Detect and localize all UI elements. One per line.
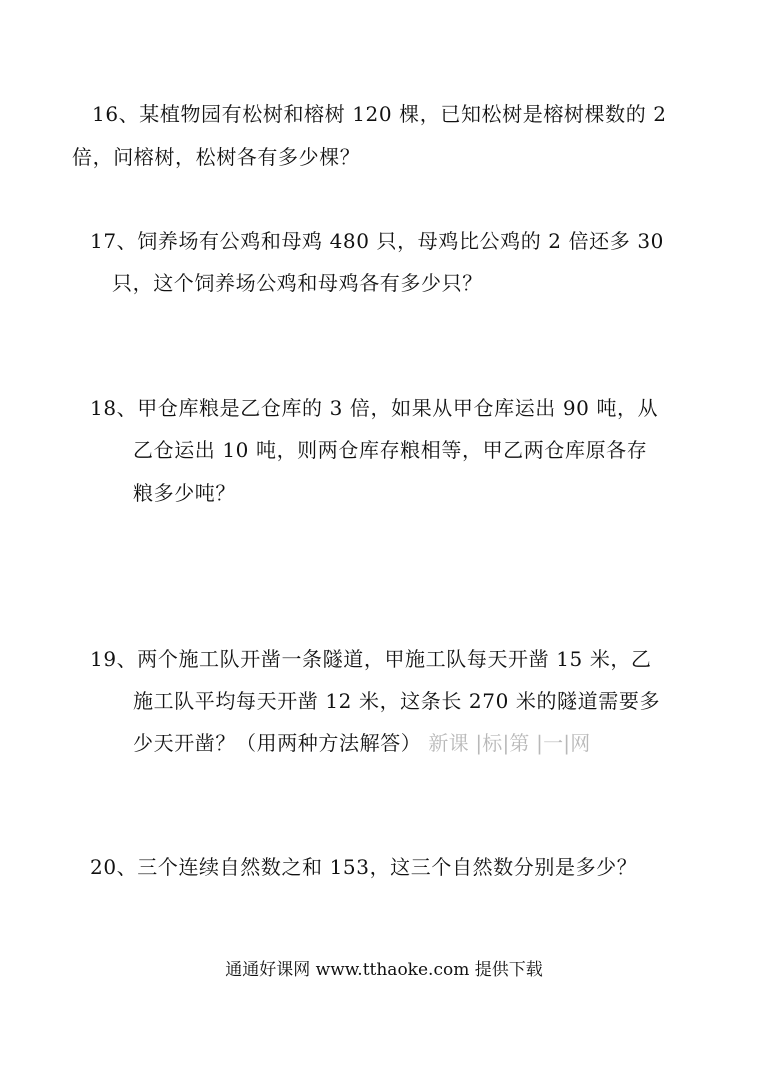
question-16-line-1: 16、某植物园有松树和榕树 120 棵，已知松树是榕树棵数的 2 xyxy=(92,102,667,126)
question-17-line-1: 17、饲养场有公鸡和母鸡 480 只，母鸡比公鸡的 2 倍还多 30 xyxy=(90,229,664,253)
question-18-line-1: 18、甲仓库粮是乙仓库的 3 倍，如果从甲仓库运出 90 吨，从 xyxy=(90,396,659,420)
question-19-line-1: 19、两个施工队开凿一条隧道，甲施工队每天开凿 15 米，乙 xyxy=(90,647,652,671)
question-19-line-3-text: 少天开凿？（用两种方法解答） xyxy=(133,731,422,755)
footer-credit: 通通好课网 www.tthaoke.com 提供下载 xyxy=(225,960,543,980)
question-16-line-2: 倍，问榕树，松树各有多少棵？ xyxy=(72,145,361,169)
question-18-line-2: 乙仓运出 10 吨，则两仓库存粮相等，甲乙两仓库原各存 xyxy=(133,438,648,462)
watermark-text: 新课 |标|第 |一|网 xyxy=(428,731,591,755)
question-19-line-3 xyxy=(133,729,590,757)
question-20-line-1: 20、三个连续自然数之和 153，这三个自然数分别是多少？ xyxy=(90,855,638,879)
question-18-line-3: 粮多少吨？ xyxy=(133,481,236,505)
question-17-line-2: 只，这个饲养场公鸡和母鸡各有多少只？ xyxy=(112,271,483,295)
question-19-line-2: 施工队平均每天开凿 12 米，这条长 270 米的隧道需要多 xyxy=(133,689,661,713)
